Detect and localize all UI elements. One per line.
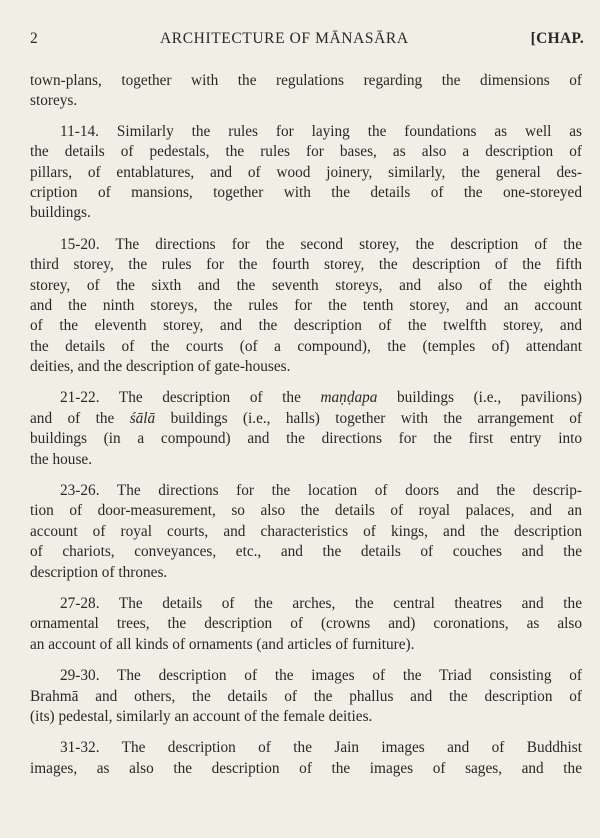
paragraph-31-32 <box>30 738 582 779</box>
text-segment: 21-22. The description of the <box>60 389 321 407</box>
text-line: buildings. <box>30 204 91 222</box>
page-header <box>0 30 600 54</box>
text-line: storeys. <box>30 92 78 110</box>
text-segment: buildings (i.e., halls) together with the arrangement of <box>155 409 582 427</box>
text-line: deities, and the description of gate-houses. <box>30 358 291 376</box>
text-line: buildings (in a compound) and the directions for the first entry into <box>30 430 582 448</box>
text-line: 23-26. The directions for the location of doors and the descrip- <box>60 482 582 500</box>
text-line: town-plans, together with the regulations regarding the dimensions of <box>30 72 582 89</box>
text-line <box>30 409 582 429</box>
text-line: images, as also the description of the images of sages, and the <box>30 759 582 777</box>
text-line <box>30 388 582 408</box>
text-line: description of thrones. <box>30 563 168 581</box>
italic-term-sala: śālā <box>129 409 156 427</box>
italic-term-mandapa: maṇḍapa <box>320 389 378 407</box>
paragraph-15-20 <box>30 235 582 378</box>
text-segment: and of the <box>30 409 130 427</box>
text-line: account of royal courts, and characteristics of kings, and the description <box>30 522 582 540</box>
body-text <box>30 71 582 779</box>
text-line: Brahmā and others, the details of the phallus and the description of <box>30 687 582 705</box>
paragraph-29-30 <box>30 666 582 727</box>
text-line: the details of the courts (of a compound), the (temples of) attendant <box>30 337 582 355</box>
chapter-label: [CHAP. <box>530 30 584 47</box>
text-line: ornamental trees, the description of (crowns and) coronations, as also <box>30 615 582 633</box>
text-line: 11-14. Similarly the rules for laying the foundations as well as <box>60 122 582 140</box>
paragraph-23-26 <box>30 481 582 583</box>
text-line: of chariots, conveyances, etc., and the details of couches and the <box>30 543 582 561</box>
text-line: the house. <box>30 450 93 468</box>
page-number: 2 <box>30 30 39 47</box>
paragraph-21-22 <box>30 388 582 470</box>
text-line: 27-28. The details of the arches, the central theatres and the <box>60 594 582 612</box>
text-line: storey, of the sixth and the seventh storeys, and also of the eighth <box>30 276 582 294</box>
text-line: third storey, the rules for the fourth storey, the description of the fifth <box>30 256 582 274</box>
text-line: and the ninth storeys, the rules for the tenth storey, and an account <box>30 296 582 314</box>
running-title: ARCHITECTURE OF MĀNASĀRA <box>160 30 409 47</box>
paragraph-27-28 <box>30 594 582 655</box>
text-line: the details of pedestals, the rules for bases, as also a description of <box>30 143 582 161</box>
text-line: 31-32. The description of the Jain images and of Buddhist <box>60 739 582 757</box>
text-line: (its) pedestal, similarly an account of the female deities. <box>30 707 373 725</box>
text-segment: buildings (i.e., pavilions) <box>377 389 582 407</box>
text-line: 29-30. The description of the images of the Triad consisting of <box>60 667 582 685</box>
text-line: tion of door-measurement, so also the details of royal palaces, and an <box>30 502 582 520</box>
text-line: pillars, of entablatures, and of wood joinery, similarly, the general des- <box>30 163 582 181</box>
text-line: an account of all kinds of ornaments (and articles of furniture). <box>30 635 415 653</box>
text-line: 15-20. The directions for the second storey, the description of the <box>60 235 582 253</box>
text-line: cription of mansions, together with the details of the one-storeyed <box>30 183 582 201</box>
paragraph-continuation <box>30 71 582 112</box>
paragraph-11-14 <box>30 122 582 224</box>
text-line: of the eleventh storey, and the description of the twelfth storey, and <box>30 317 582 335</box>
